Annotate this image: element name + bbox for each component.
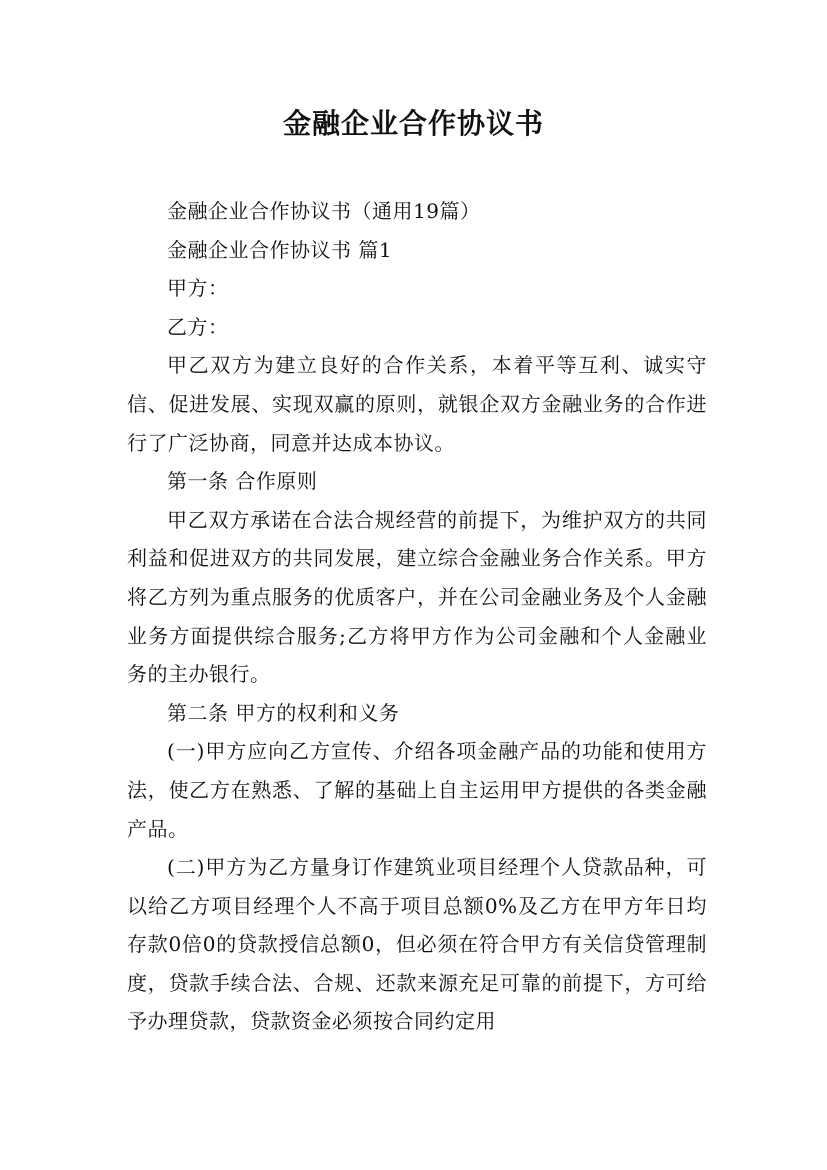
paragraph-article-heading: 金融企业合作协议书 篇1 [167, 237, 393, 262]
paragraph-clause-2: (二)甲方为乙方量身订作建筑业项目经理个人贷款品种，可以给乙方项目经理个人不高于项目总额0%及乙方在甲方年日均存款0倍0的贷款授信总额0，但必须在符合甲方有关信贷管理制度，贷款手续合法、合规、还款来源充足可靠的前提下，方可给予办理贷款，贷款资金必须按合同约定用 [127, 855, 707, 1034]
paragraph-section-1: 甲乙双方承诺在合法合规经营的前提下，为维护双方的共同利益和促进双方的共同发展，建立综合金融业务合作关系。甲方将乙方列为重点服务的优质客户，并在公司金融业务及个人金融业务方面提供综合服务;乙方将甲方作为公司金融和个人金融业务的主办银行。 [127, 507, 707, 687]
paragraph-subtitle: 金融企业合作协议书（通用19篇） [167, 199, 481, 223]
document-body [127, 192, 707, 1041]
party-b-line: 乙方： [167, 314, 229, 339]
paragraph-intro: 甲乙双方为建立良好的合作关系，本着平等互利、诚实守信、促进发展、实现双赢的原则，就银企双方金融业务的合作进行了广泛协商，同意并达成本协议。 [127, 353, 707, 455]
section-heading-1: 第一条 合作原则 [167, 469, 318, 494]
party-a-line: 甲方： [167, 276, 229, 301]
document-title: 金融企业合作协议书 [282, 107, 544, 140]
section-heading-2: 第二条 甲方的权利和义务 [167, 700, 400, 725]
paragraph-clause-1: (一)甲方应向乙方宣传、介绍各项金融产品的功能和使用方法，使乙方在熟悉、了解的基础上自主运用甲方提供的各类金融产品。 [127, 739, 707, 841]
